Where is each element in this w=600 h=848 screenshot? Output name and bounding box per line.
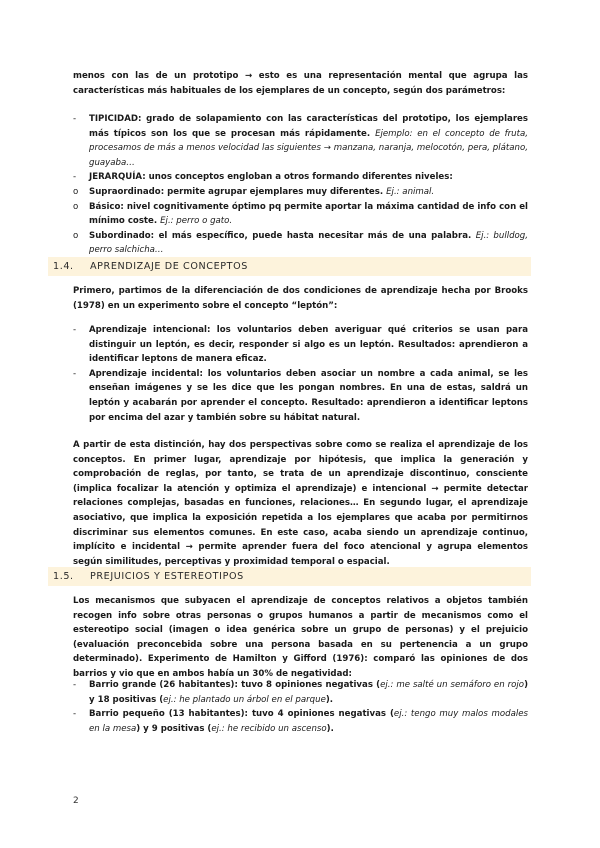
- intro-paragraph: [73, 69, 528, 98]
- bullet-marker: -: [73, 172, 77, 183]
- section-title: APRENDIZAJE DE CONCEPTOS: [90, 261, 248, 272]
- body-text: TIPICIDAD: grado de solapamiento con las características del prototipo, los ejemplares más típicos son los que se procesan más rápidamente.: [89, 114, 528, 139]
- body-text: ).: [325, 694, 334, 705]
- typicality-hierarchy-list: [73, 112, 528, 258]
- list-item: [73, 323, 528, 367]
- list-item: [73, 200, 528, 229]
- body-text: Aprendizaje incidental: los voluntarios deben asociar un nombre a cada animal, se les enseñan imágenes y se les dice que les pongan nombres. En una de estas, saldrá un leptón y acabarán por aprender el concepto. Resultado: aprendieron a identificar leptons por encima del azar y también sobre su hábitat natural.: [89, 368, 528, 423]
- bullet-marker: -: [73, 114, 77, 124]
- list-item: [73, 170, 528, 185]
- example-text: ej.: tengo muy malos modales en la mesa: [89, 709, 528, 734]
- example-text: Ejemplo: en el concepto de fruta, procesamos de más a menos velocidad las siguientes → manzana, naranja, melocotón, pera, plátano, guayaba…: [89, 128, 528, 168]
- body-text: Barrio grande (26 habitantes): tuvo 8 opiniones negativas (: [89, 680, 381, 690]
- list-item: [73, 678, 528, 707]
- bullet-marker: -: [73, 709, 77, 720]
- body-text: ) y 9 positivas (: [136, 723, 212, 734]
- example-text: Ej.: animal.: [386, 186, 435, 197]
- learning-conditions-list: [73, 323, 528, 425]
- neighborhood-list: [73, 678, 528, 736]
- example-text: ej.: he plantado un árbol en el parque: [163, 694, 326, 705]
- example-text: Ej.: perro o gato.: [160, 216, 233, 227]
- body-text: Barrio pequeño (13 habitantes): tuvo 4 opiniones negativas (: [89, 709, 394, 720]
- section-title: PREJUICIOS Y ESTEREOTIPOS: [90, 571, 244, 582]
- section-number: 1.4.: [53, 261, 74, 272]
- bullet-marker: -: [73, 368, 77, 379]
- list-item: [73, 707, 528, 736]
- body-text: ).: [326, 723, 334, 734]
- body-text: Aprendizaje intencional: los voluntarios deben averiguar qué criterios se usan para distinguir un leptón, es decir, responder si algo es un leptón. Resultados: aprendieron a identificar leptons de manera eficaz.: [89, 325, 528, 365]
- bullet-marker: -: [73, 325, 77, 335]
- bullet-marker: o: [73, 230, 79, 241]
- perspectives-paragraph: [73, 438, 528, 569]
- body-text: Subordinado: el más específico, puede hasta necesitar más de una palabra.: [89, 230, 476, 241]
- page-number: 2: [73, 796, 79, 806]
- example-text: ej.: me salté un semáforo en rojo: [380, 680, 525, 690]
- example-text: Ej.: bulldog, perro salchicha…: [89, 230, 528, 256]
- bullet-marker: -: [73, 680, 77, 690]
- body-text: A partir de esta distinción, hay dos perspectivas sobre como se realiza el aprendizaje de los conceptos. En primer lugar, aprendizaje por hipótesis, que implica la generación y comprobación de reglas, por tanto, se trata de un aprendizaje discontinuo, consciente (implica focalizar la atención y optimiza el aprendizaje) e intencional → permite detectar relaciones complejas, basadas en funciones, relaciones… En segundo lugar, el aprendizaje asociativo, que implica la exposición repetida a los ejemplares que acaba por permitirnos discriminar sus elementos comunes. En este caso, acaba siendo un aprendizaje continuo, implícito e incidental → permite aprender fuera del foco atencional y agrupa elementos según similitudes, perceptivas y proximidad temporal o espacial.: [73, 440, 528, 567]
- body-text: Básico: nivel cognitivamente óptimo pq permite aportar la máxima cantidad de info con el mínimo coste.: [89, 201, 528, 227]
- stereotypes-paragraph: [73, 594, 528, 682]
- list-item: [73, 185, 528, 200]
- list-item: [73, 229, 528, 258]
- brooks-paragraph: [73, 284, 528, 313]
- bullet-marker: o: [73, 186, 79, 197]
- body-text: Primero, partimos de la diferenciación de dos condiciones de aprendizaje hecha por Brooks (1978) en un experimento sobre el concepto “leptón”:: [73, 286, 528, 311]
- body-text: Los mecanismos que subyacen el aprendizaje de conceptos relativos a objetos también recogen info sobre otras personas o grupos humanos a partir de mecanismos como el estereotipo social (imagen o idea genérica sobre un grupo de personas) y el prejuicio (evaluación preconcebida sobre una persona basada en su pertenencia a un grupo determinado). Experimento de Hamilton y Gifford (1976): comparó las opiniones de dos barrios y vio que en ambos había un 30% de negatividad:: [73, 596, 528, 679]
- body-text: menos con las de un prototipo → esto es una representación mental que agrupa las características más habituales de los ejemplares de un concepto, según dos parámetros:: [73, 71, 528, 96]
- section-heading-1-5: [48, 567, 531, 586]
- section-number: 1.5.: [53, 571, 74, 582]
- body-text: JERARQUÍA: unos conceptos engloban a otros formando diferentes niveles:: [89, 172, 453, 183]
- list-item: [73, 367, 528, 425]
- bullet-marker: o: [73, 201, 79, 212]
- list-item: [73, 112, 528, 170]
- example-text: ej.: he recibido un ascenso: [211, 723, 327, 734]
- body-text: Supraordinado: permite agrupar ejemplares muy diferentes.: [89, 186, 387, 197]
- section-heading-1-4: [48, 257, 531, 276]
- body-text: ) y 18 positivas (: [89, 680, 528, 705]
